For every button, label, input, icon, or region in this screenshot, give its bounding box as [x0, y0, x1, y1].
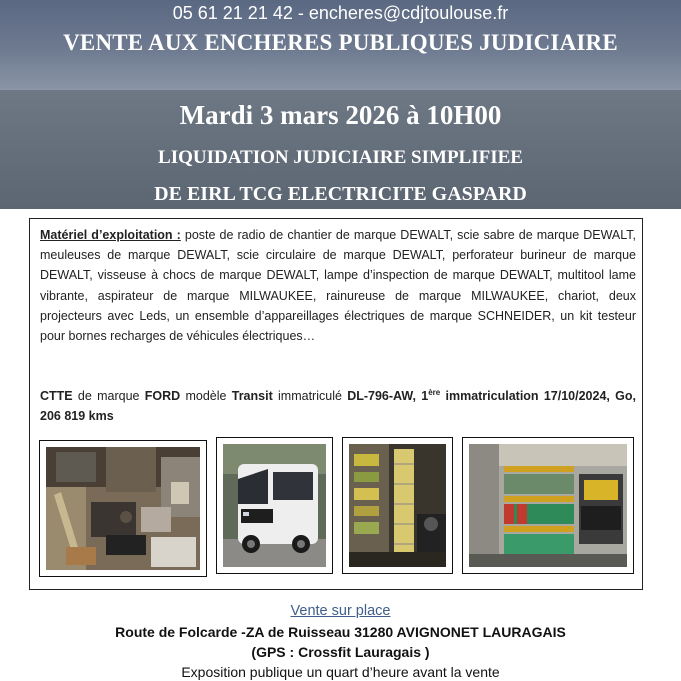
materiel-label: Matériel d’exploitation :: [40, 228, 181, 242]
contact-line: [0, 3, 681, 24]
photo-tools-svg: [349, 444, 446, 567]
liquidation-line-2: DE EIRL TCG ELECTRICITE GASPARD: [154, 183, 527, 205]
sale-address: Route de Folcarde -ZA de Ruisseau 31280 AVIGNONET LAURAGAIS: [115, 624, 566, 640]
photo-van-interior-svg: [469, 444, 627, 567]
gps-info: (GPS : Crossfit Lauragais ): [251, 644, 430, 660]
email-address[interactable]: encheres@cdjtoulouse.fr: [308, 3, 509, 23]
materiel-text: poste de radio de chantier de marque DEWALT, scie sabre de marque DEWALT, meuleuses de marque DEWALT, scie circulaire de marque DEWALT, perforateur burineur de marque DEWALT, visseuse à chocs de marque DEWALT, lampe d’inspection de marque DEWALT, multitool lame vibrante, aspirateur de marque MILWAUKEE, rainureuse de marque MILWAUKEE, chariot, deux projecteurs avec Leds, un ensemble d’appareillages électriques de marque SCHNEIDER, un kit testeur pour bornes recharges de véhicules électriques…: [40, 228, 636, 344]
photo-workshop[interactable]: [39, 440, 207, 577]
photo-van-interior[interactable]: [462, 437, 634, 574]
vehicle-type: CTTE: [40, 389, 73, 403]
materiel-paragraph: [40, 225, 636, 346]
page-title: VENTE AUX ENCHERES PUBLIQUES JUDICIAIRE: [63, 30, 618, 55]
vehicle-plate: DL-796-AW: [347, 389, 413, 403]
header-banner: [0, 0, 681, 209]
photo-van-interior-image: [469, 444, 627, 567]
vehicle-registration: immatriculation 17/10/2024, Go, 206 819 kms: [40, 389, 636, 423]
contact-separator: -: [292, 3, 309, 23]
vehicle-superscript: ère: [428, 387, 441, 397]
vehicle-text: , 1: [412, 389, 429, 403]
photo-workshop-image: [46, 447, 200, 570]
phone-number[interactable]: 05 61 21 21 42: [172, 3, 293, 23]
vehicle-text: modèle: [180, 389, 232, 403]
sale-date: Mardi 3 mars 2026 à 10H00: [179, 100, 502, 130]
photo-van[interactable]: [216, 437, 333, 574]
photo-workshop-svg: [46, 447, 200, 570]
vehicle-paragraph: [40, 386, 636, 426]
photo-tools[interactable]: [342, 437, 453, 574]
vehicle-text: de marque: [72, 389, 145, 403]
photo-van-image: [223, 444, 326, 567]
exposition-info: Exposition publique un quart d’heure avant la vente: [181, 664, 500, 680]
lot-description-box: [29, 218, 643, 590]
vehicle-text: immatriculé: [272, 389, 348, 403]
photo-van-svg: [223, 444, 326, 567]
liquidation-line-1: LIQUIDATION JUDICIAIRE SIMPLIFIEE: [158, 147, 523, 168]
footer-link-line: [0, 603, 681, 619]
vente-sur-place-link[interactable]: Vente sur place: [290, 603, 391, 619]
photo-tools-image: [349, 444, 446, 567]
vehicle-brand: FORD: [144, 389, 181, 403]
vehicle-model: Transit: [231, 389, 273, 403]
